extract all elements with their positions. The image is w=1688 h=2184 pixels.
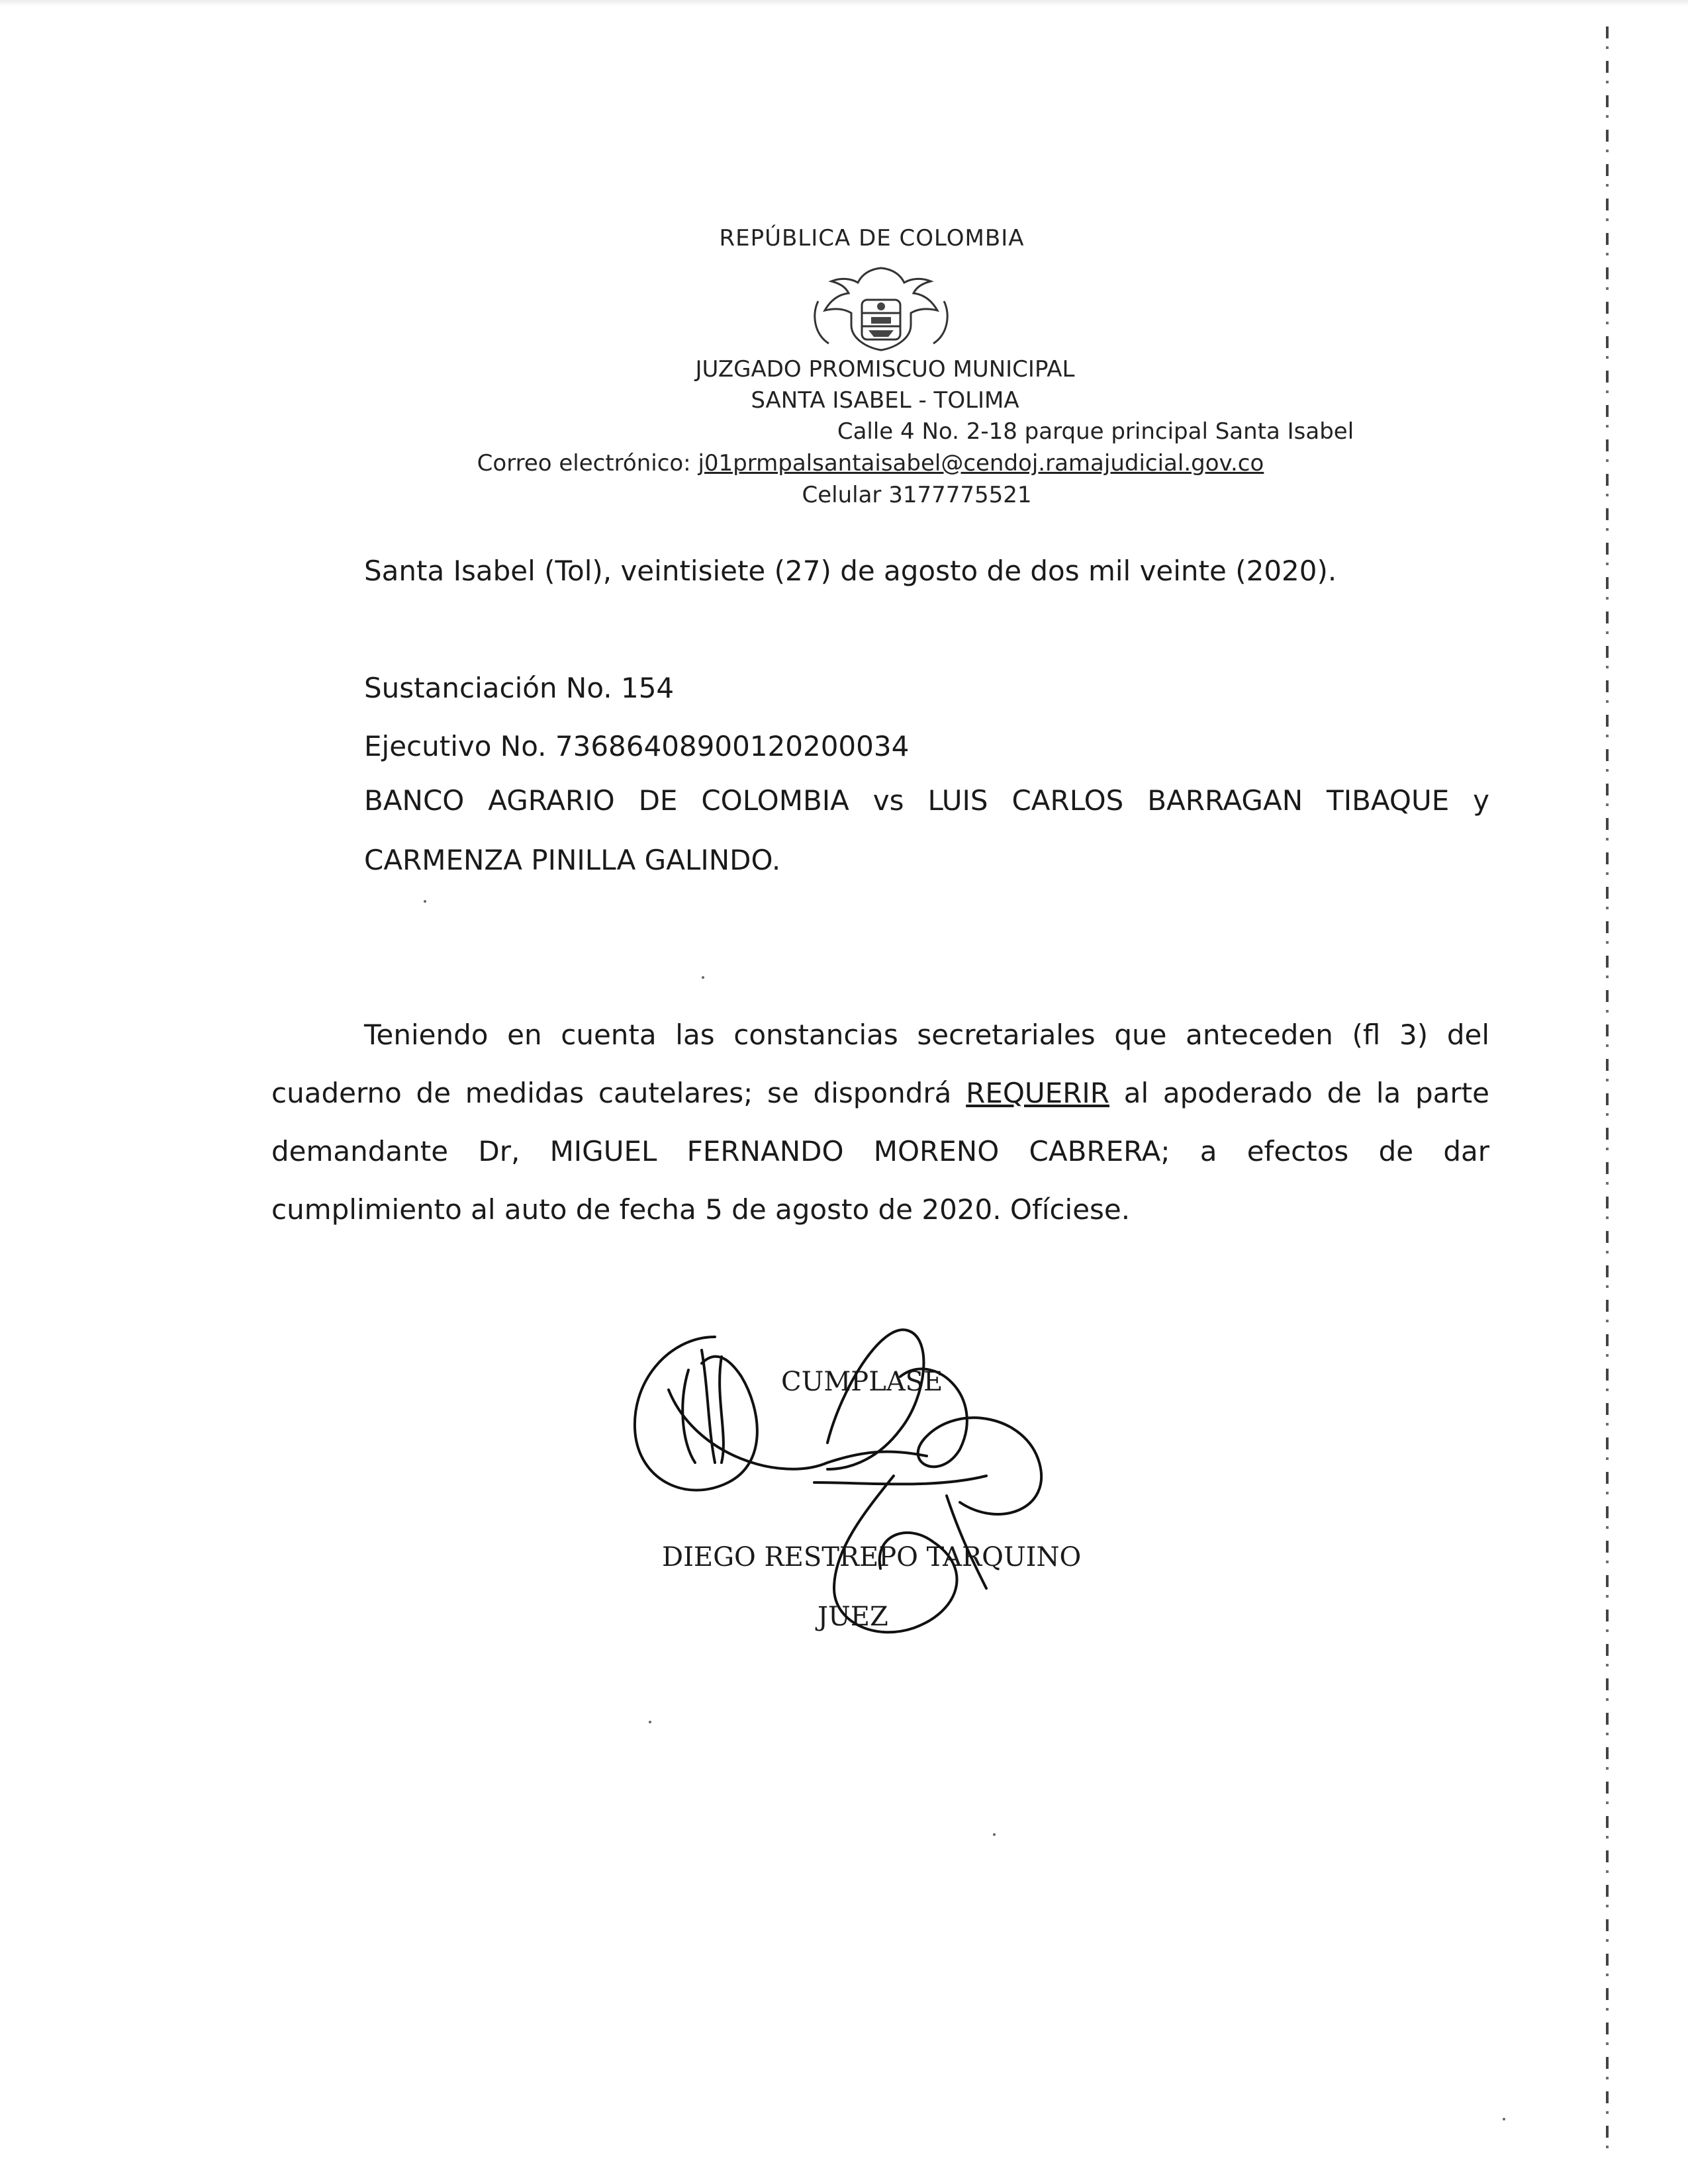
judge-title: JUEZ <box>818 1602 888 1632</box>
document-date: Santa Isabel (Tol), veintisiete (27) de agosto de dos mil veinte (2020). <box>364 555 1337 587</box>
scan-speck <box>424 900 426 903</box>
paragraph-text: al apoderado de la parte <box>1109 1077 1489 1109</box>
cumplase-order: CUMPLASE <box>781 1367 943 1397</box>
court-location: SANTA ISABEL - TOLIMA <box>751 387 1019 414</box>
parties-word: y <box>1473 784 1489 817</box>
judge-name: DIEGO RESTREPO TARQUINO <box>662 1542 1082 1572</box>
scan-speck <box>993 1833 996 1836</box>
scan-edge-marks <box>1606 26 1609 2158</box>
parties-word: BARRAGAN <box>1147 784 1303 817</box>
parties-word: LUIS <box>927 784 988 817</box>
parties-line-1 <box>364 784 1489 817</box>
scan-speck <box>1503 2118 1505 2120</box>
parties-word: TIBAQUE <box>1327 784 1450 817</box>
court-address: Calle 4 No. 2-18 parque principal Santa Isabel <box>837 418 1354 445</box>
paragraph-line-3: demandante Dr, MIGUEL FERNANDO MORENO CABRERA; a efectos de dar <box>271 1135 1489 1167</box>
parties-word: CARLOS <box>1011 784 1124 817</box>
sustanciacion-number: Sustanciación No. 154 <box>364 672 675 704</box>
coat-of-arms-icon <box>805 261 957 354</box>
paragraph-line-4: cumplimiento al auto de fecha 5 de agosto de 2020. Ofíciese. <box>271 1193 1131 1226</box>
email-label: Correo electrónico: <box>477 450 691 477</box>
scan-speck <box>702 976 704 979</box>
parties-word: vs <box>872 784 904 817</box>
requerir-emphasis: REQUERIR <box>966 1077 1109 1109</box>
handwritten-signature <box>616 1310 1092 1681</box>
parties-line-2: CARMENZA PINILLA GALINDO. <box>364 844 781 876</box>
paragraph-line-2 <box>271 1064 1489 1122</box>
paragraph-text: cuaderno de medidas cautelares; se dispondrá <box>271 1077 966 1109</box>
scan-speck <box>649 1721 651 1723</box>
parties-word: AGRARIO <box>488 784 615 817</box>
court-name: JUZGADO PROMISCUO MUNICIPAL <box>695 356 1075 383</box>
ejecutivo-number: Ejecutivo No. 73686408900120200034 <box>364 730 910 762</box>
court-email-line <box>26 450 1688 477</box>
parties-word: BANCO <box>364 784 465 817</box>
parties-word: COLOMBIA <box>701 784 849 817</box>
email-link[interactable]: j01prmpalsantaisabel@cendoj.ramajudicial.gov.co <box>698 450 1264 477</box>
court-phone: Celular 3177775521 <box>802 482 1032 508</box>
country-heading: REPÚBLICA DE COLOMBIA <box>719 225 1025 251</box>
paragraph-line-1: Teniendo en cuenta las constancias secretariales que anteceden (fl 3) del <box>364 1019 1489 1051</box>
parties-word: DE <box>638 784 678 817</box>
scan-shadow-top <box>0 0 1688 7</box>
